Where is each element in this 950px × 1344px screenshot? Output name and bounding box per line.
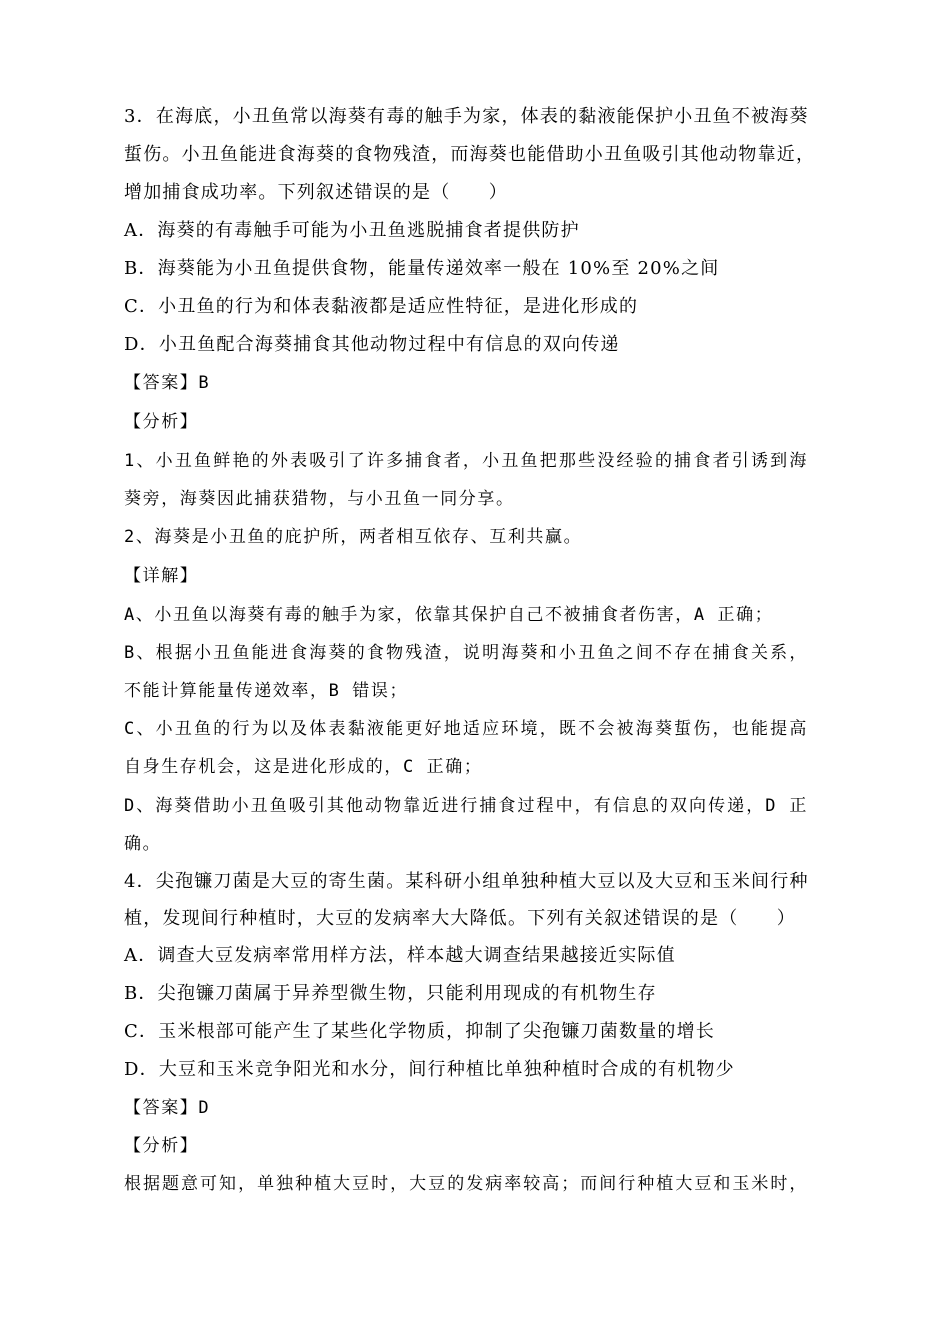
q3-detail-line-5: 自身生存机会，这是进化形成的，C 正确； (124, 757, 483, 777)
q3-detail-heading: 【详解】 (124, 566, 199, 586)
q4-analysis-heading: 【分析】 (124, 1136, 199, 1156)
q3-analysis-heading: 【分析】 (124, 412, 199, 432)
q4-stem-line-1: 4．尖孢镰刀菌是大豆的寄生菌。某科研小组单独种植大豆以及大豆和玉米间行种 (124, 871, 809, 892)
q3-analysis-line-3: 2、海葵是小丑鱼的庇护所，两者相互依存、互利共赢。 (124, 527, 583, 547)
q4-analysis-line-1: 根据题意可知，单独种植大豆时，大豆的发病率较高；而间行种植大豆和玉米时， (124, 1174, 808, 1194)
q4-option-a: A．调查大豆发病率常用样方法，样本越大调查结果越接近实际值 (124, 945, 676, 966)
q3-stem-line-2: 蜇伤。小丑鱼能进食海葵的食物残渣，而海葵也能借助小丑鱼吸引其他动物靠近， (124, 144, 816, 165)
q4-option-c: C．玉米根部可能产生了某些化学物质，抑制了尖孢镰刀菌数量的增长 (124, 1021, 715, 1042)
q4-stem-line-2: 植，发现间行种植时，大豆的发病率大大降低。下列有关叙述错误的是（ ） (124, 908, 796, 929)
q4-option-d: D．大豆和玉米竞争阳光和水分，间行种植比单独种植时合成的有机物少 (124, 1059, 735, 1080)
q3-option-a: A．海葵的有毒触手可能为小丑鱼逃脱捕食者提供防护 (124, 220, 580, 241)
q3-detail-line-3: 不能计算能量传递效率，B 错误； (124, 681, 409, 701)
q3-option-b: B．海葵能为小丑鱼提供食物，能量传递效率一般在 10%至 20%之间 (124, 258, 720, 279)
q3-detail-line-6: D、海葵借助小丑鱼吸引其他动物靠近进行捕食过程中，有信息的双向传递，D 正 (124, 796, 808, 816)
q3-stem-line-3: 增加捕食成功率。下列叙述错误的是（ ） (124, 182, 508, 203)
q4-option-b: B．尖孢镰刀菌属于异养型微生物，只能利用现成的有机物生存 (124, 983, 657, 1004)
q3-option-d: D．小丑鱼配合海葵捕食其他动物过程中有信息的双向传递 (124, 334, 620, 355)
q4-answer: 【答案】D (124, 1098, 211, 1118)
q3-detail-line-2: B、根据小丑鱼能进食海葵的食物残渣，说明海葵和小丑鱼之间不存在捕食关系， (124, 643, 808, 663)
q3-option-c: C．小丑鱼的行为和体表黏液都是适应性特征，是进化形成的 (124, 296, 639, 317)
q3-analysis-line-1: 1、小丑鱼鲜艳的外表吸引了许多捕食者，小丑鱼把那些没经验的捕食者引诱到海 (124, 451, 808, 471)
q3-answer: 【答案】B (124, 373, 211, 393)
q3-detail-line-7: 确。 (124, 834, 162, 854)
q3-detail-line-4: C、小丑鱼的行为以及体表黏液能更好地适应环境，既不会被海葵蜇伤，也能提高 (124, 719, 808, 739)
q3-stem-line-1: 3．在海底，小丑鱼常以海葵有毒的触手为家，体表的黏液能保护小丑鱼不被海葵 (124, 106, 809, 127)
q3-detail-line-1: A、小丑鱼以海葵有毒的触手为家，依靠其保护自己不被捕食者伤害，A 正确； (124, 605, 774, 625)
q3-analysis-line-2: 葵旁，海葵因此捕获猎物，与小丑鱼一同分享。 (124, 489, 515, 509)
